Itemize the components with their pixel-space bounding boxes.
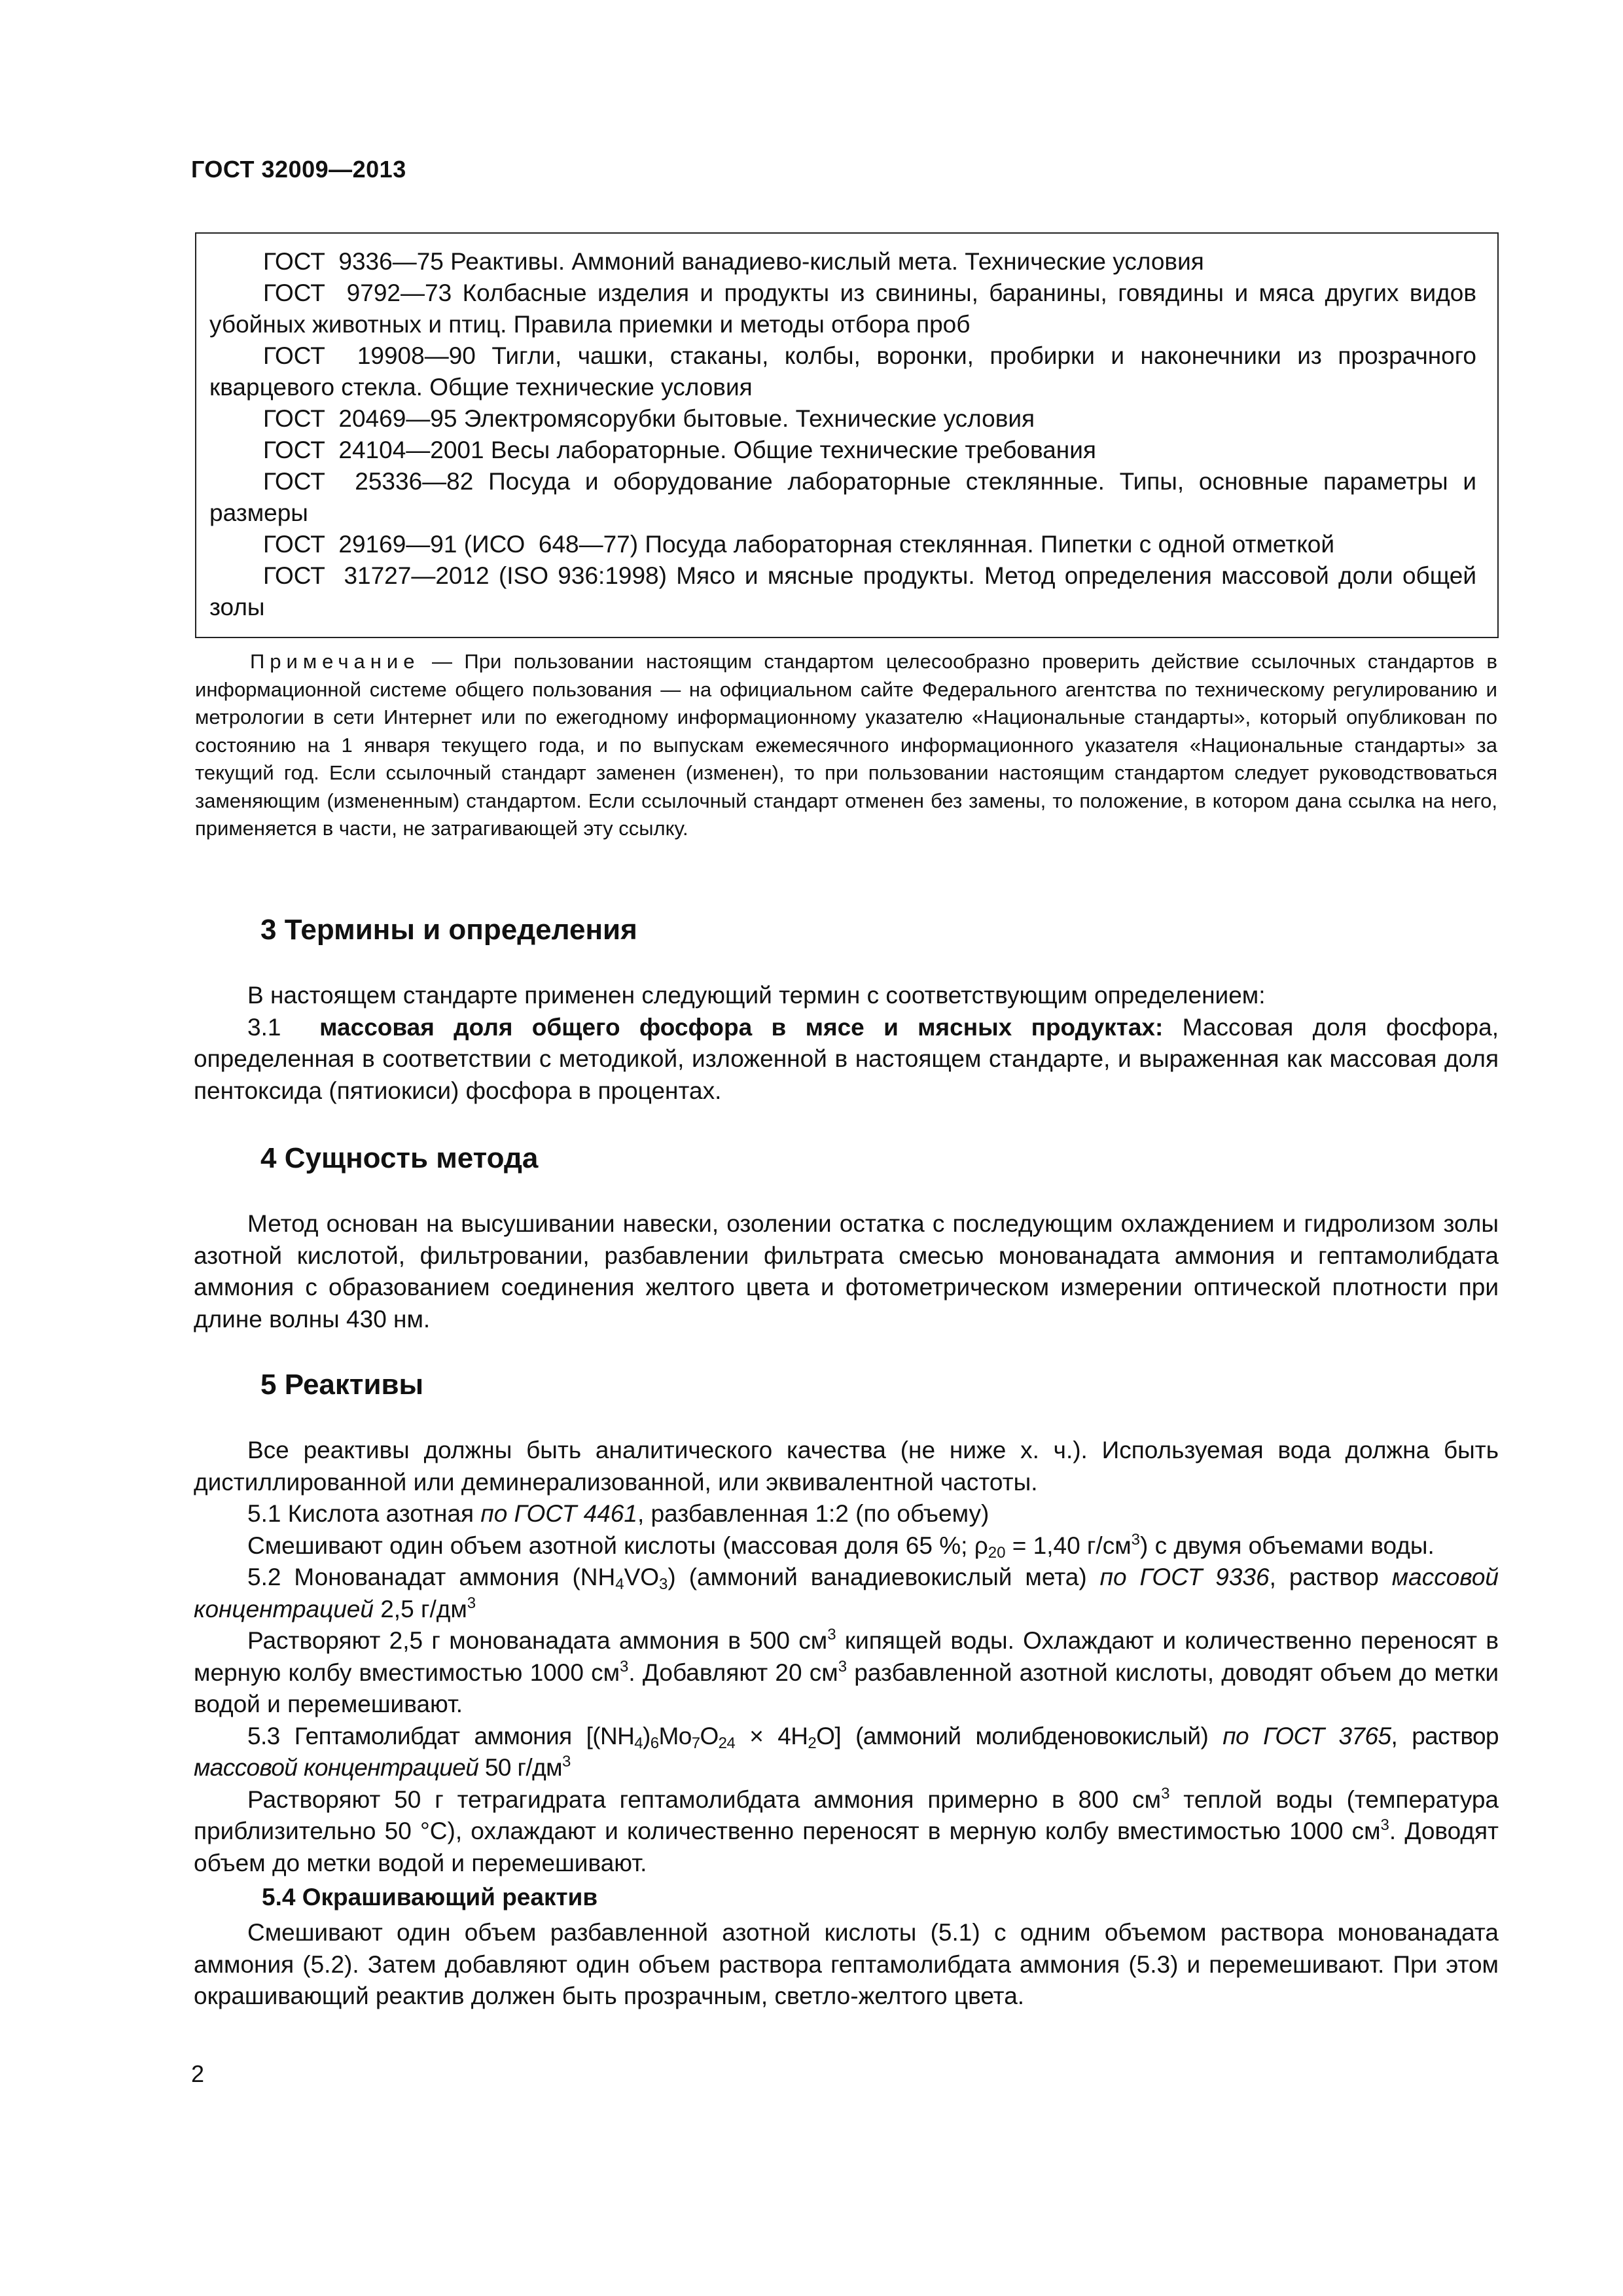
section-5-heading: 5 Реактивы <box>260 1369 424 1401</box>
reference-title: Мясо и мясные продукты. Метод определения массовой доли общей золы <box>209 562 1476 620</box>
reference-title: Тигли, чашки, стаканы, колбы, воронки, пробирки и наконечники из прозрачного кварцевого стекла. Общие технические условия <box>209 342 1477 401</box>
reference-item <box>209 278 1476 340</box>
normative-references-box <box>195 232 1499 638</box>
reference-code: ГОСТ 19908—90 <box>263 342 476 369</box>
section-5-intro: Все реактивы должны быть аналитического качества (не ниже х. ч.). Используемая вода должна быть дистиллированной или деминерализованной, или эквивалентной частоты. <box>194 1437 1499 1496</box>
note-label: Примечание <box>250 650 420 673</box>
reference-item <box>209 529 1476 560</box>
note-block <box>195 648 1497 843</box>
section-5 <box>194 1367 1499 2013</box>
item-5-4-heading: 5.4 Окрашивающий реактив <box>262 1884 598 1910</box>
reference-title: Посуда и оборудование лабораторные стеклянные. Типы, основные параметры и размеры <box>209 468 1477 526</box>
section-3 <box>194 912 1499 1107</box>
reference-item <box>209 435 1476 466</box>
note-text: — При пользовании настоящим стандартом целесообразно проверить действие ссылочных стандартов в информационной системе общего пользования — на официальном сайте Федерального агентства по техническому регулированию и метрологии в сети Интернет или по ежегодному информационному указателю «Национальные стандарты», который опубликован по состоянию на 1 января текущего года, и по выпускам ежемесячного информационного указателя «Национальные стандарты» за текущий год. Если ссылочный стандарт заменен (изменен), то при пользовании настоящим стандартом следует руководствоваться заменяющим (измененным) стандартом. Если ссылочный стандарт отменен без замены, то положение, в котором дана ссылка на него, применяется в части, не затрагивающей эту ссылку. <box>195 650 1497 840</box>
reference-item <box>209 560 1476 623</box>
item-5-4-text: Смешивают один объем разбавленной азотной кислоты (5.1) с одним объемом раствора монованадата аммония (5.2). Затем добавляют один объем раствора гептамолибдата аммония (5.3) и перемешивают. При этом окрашивающий реактив должен быть прозрачным, светло-желтого цвета. <box>194 1919 1499 2009</box>
reference-title: Реактивы. Аммоний ванадиево-кислый мета. Технические условия <box>450 248 1204 275</box>
term-title: массовая доля общего фосфора в мясе и мясных продуктах: <box>319 1013 1164 1041</box>
reference-code: ГОСТ 25336—82 <box>263 468 474 495</box>
item-5-1-title: 5.1 Кислота азотная по ГОСТ 4461, разбавленная 1:2 (по объему) <box>247 1500 990 1527</box>
reference-code: ГОСТ 24104—2001 <box>263 437 484 463</box>
reference-title: Колбасные изделия и продукты из свинины, баранины, говядины и мяса других видов убойных животных и птиц. Правила приемки и методы отбора проб <box>209 279 1477 338</box>
reference-item <box>209 246 1476 278</box>
reference-item <box>209 403 1476 435</box>
reference-item <box>209 466 1476 529</box>
item-5-2-text: Растворяют 2,5 г монованадата аммония в 500 $см^3$ кипящей воды. Охлаждают и количественно переносят в мерную колбу вместимостью 1000 $см^3$. Добавляют 20 $см^3$ разбавленной азотной кислоты, доводят объем до метки водой и перемешивают. <box>194 1626 1499 1717</box>
reference-title: Посуда лабораторная стеклянная. Пипетки с одной отметкой <box>645 531 1335 558</box>
page-number: 2 <box>191 2060 205 2087</box>
item-5-3-text: Растворяют 50 г тетрагидрата гептамолибдата аммония примерно в 800 $см^3$ теплой воды (температура приблизительно 50 °С), охлаждают и количественно переносят в мерную колбу вместимостью 1000 $см^3$. Доводят объем до метки водой и перемешивают. <box>194 1784 1499 1876</box>
item-5-1-text: Смешивают один объем азотной кислоты (массовая доля 65 %; $\rho_{20} = 1,40$ $г/см^3$) с двумя объемами воды. <box>247 1530 1435 1562</box>
reference-title: Весы лабораторные. Общие технические требования <box>490 437 1096 463</box>
reference-title: Электромясорубки бытовые. Технические условия <box>463 405 1035 432</box>
section-4-heading: 4 Сущность метода <box>260 1142 539 1174</box>
document-header: ГОСТ 32009—2013 <box>191 156 406 183</box>
section-3-intro: В настоящем стандарте применен следующий термин с соответствующим определением: <box>247 982 1266 1009</box>
section-4-text: Метод основан на высушивании навески, озолении остатка с последующим охлаждением и гидролизом золы азотной кислотой, фильтровании, разбавлении фильтрата смесью монованадата аммония и гептамолибдата аммония с образованием соединения желтого цвета и фотометрическом измерении оптической плотности при длине волны 430 нм. <box>194 1210 1499 1333</box>
reference-item <box>209 340 1476 403</box>
reference-code: ГОСТ 20469—95 <box>263 405 457 432</box>
reference-code: ГОСТ 29169—91 (ИСО 648—77) <box>263 531 639 558</box>
term-definition: Массовая доля фосфора, определенная в соответствии с методикой, изложенной в настоящем стандарте, и выраженная как массовая доля пентоксида (пятиокиси) фосфора в процентах. <box>194 1013 1499 1104</box>
section-3-heading: 3 Термины и определения <box>260 914 637 946</box>
term-3-1 <box>194 1012 1499 1107</box>
section-4 <box>194 1140 1499 1335</box>
reference-code: ГОСТ 9792—73 <box>263 279 452 306</box>
item-5-2-title: 5.2 Монованадат аммония $(NH_4VO_3)$ (аммоний ванадиевокислый мета) по ГОСТ 9336, раствор массовой концентрацией 2,5 $г/дм^3$ <box>194 1564 1499 1623</box>
note-paragraph <box>195 648 1497 843</box>
reference-code: ГОСТ 9336—75 <box>263 248 444 275</box>
item-5-3-title: 5.3 Гептамолибдат аммония $[(NH_4)_6Mo_7O_{24} \times 4H_2O]$ (аммоний молибденовокислый) по ГОСТ 3765, раствор массовой концентрацией 50 $г/дм^3$ <box>194 1722 1499 1781</box>
term-number: 3.1 <box>247 1013 281 1041</box>
reference-code: ГОСТ 31727—2012 (ISO 936:1998) <box>263 562 667 589</box>
